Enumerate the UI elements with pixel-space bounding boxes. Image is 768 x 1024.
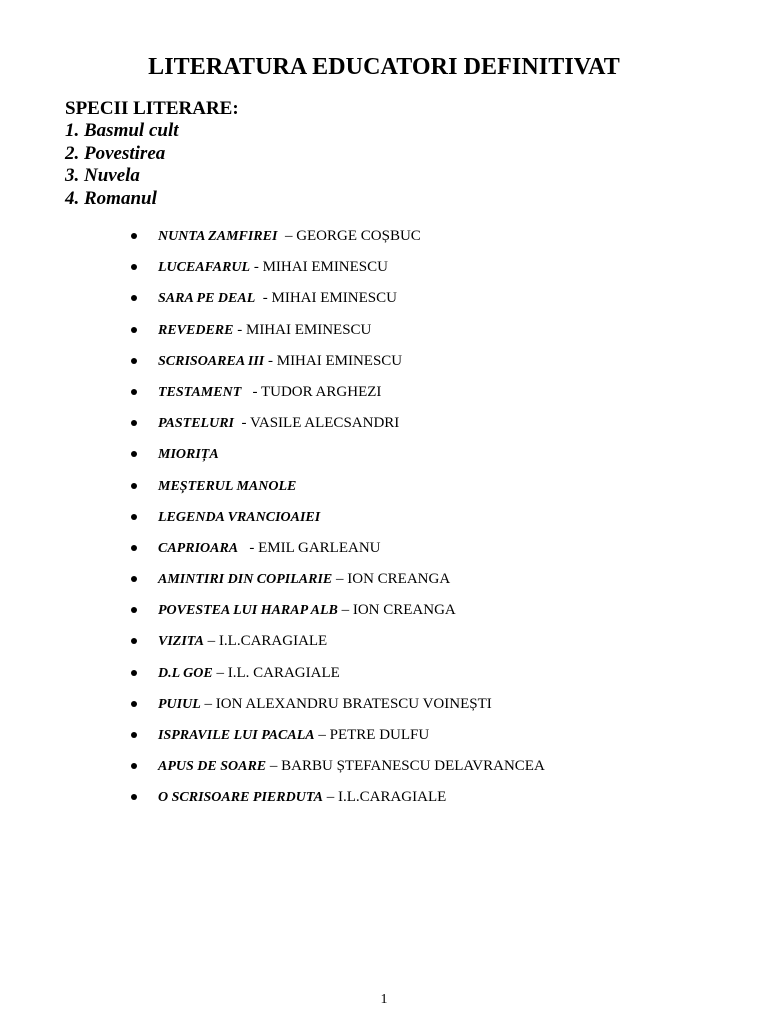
bullet-icon — [131, 576, 137, 582]
specii-heading: SPECII LITERARE: — [65, 98, 239, 119]
work-title: POVESTEA LUI HARAP ALB — [158, 603, 338, 619]
bullet-icon — [131, 483, 137, 489]
work-entry — [158, 318, 371, 343]
work-title: ISPRAVILE LUI PACALA — [158, 728, 315, 743]
work-entry — [158, 474, 296, 499]
work-title: PASTELURI — [158, 416, 234, 432]
work-entry — [158, 661, 340, 686]
work-title: LUCEAFARUL — [158, 260, 251, 276]
work-entry — [158, 629, 327, 654]
bullet-icon — [131, 420, 137, 426]
bullet-icon — [131, 295, 137, 301]
work-author: – BARBU ȘTEFANESCU DELAVRANCEA — [266, 758, 545, 775]
specii-item-povestire: 2. Povestirea — [65, 142, 166, 164]
work-entry — [158, 255, 388, 280]
page-number: 1 — [380, 992, 388, 1007]
bullet-icon — [131, 670, 137, 676]
work-title: REVEDERE — [158, 322, 234, 338]
document-title: LITERATURA EDUCATORI DEFINITIVAT — [148, 54, 620, 80]
work-title: O SCRISOARE PIERDUTA — [158, 790, 323, 806]
work-entry — [158, 224, 421, 249]
work-entry — [158, 754, 545, 779]
work-title: VIZITA — [158, 634, 204, 650]
specii-section — [65, 97, 239, 210]
work-entry — [158, 785, 446, 810]
work-author: – I.L.CARAGIALE — [322, 789, 447, 806]
work-entry — [158, 442, 219, 467]
bullet-icon — [131, 358, 137, 364]
bullet-icon — [131, 701, 137, 707]
bullet-icon — [131, 545, 137, 551]
work-title: SCRISOAREA III — [158, 353, 265, 369]
work-author: – I.L.CARAGIALE — [203, 633, 328, 650]
work-entry — [158, 567, 450, 592]
work-title: APUS DE SOARE — [158, 759, 267, 775]
work-entry — [158, 723, 429, 748]
work-title: D.L GOE — [158, 665, 213, 681]
work-title: PUIUL — [158, 696, 201, 712]
work-entry — [158, 380, 381, 405]
work-author: - MIHAI EMINESCU — [264, 352, 403, 369]
bullet-icon — [131, 233, 137, 239]
work-title: AMINTIRI DIN COPILARIE — [158, 572, 333, 588]
work-title: LEGENDA VRANCIOAIEI — [158, 509, 321, 525]
bullet-icon — [131, 638, 137, 644]
work-author: - MIHAI EMINESCU — [250, 259, 388, 276]
bullet-icon — [131, 763, 137, 769]
bullet-icon — [131, 607, 137, 613]
bullet-icon — [131, 327, 137, 333]
work-author: – PETRE DULFU — [314, 727, 430, 743]
work-title: MEȘTERUL MANOLE — [158, 478, 297, 494]
work-title: NUNTA ZAMFIREI — [158, 229, 278, 244]
work-author: – I.L. CARAGIALE — [212, 664, 340, 681]
work-author: - EMIL GARLEANU — [238, 539, 381, 556]
work-entry — [158, 505, 320, 530]
specii-item-nuvela: 3. Nuvela — [65, 165, 140, 186]
bullet-icon — [131, 732, 137, 738]
work-title: SARA PE DEAL — [158, 291, 256, 307]
work-author: – ION ALEXANDRU BRATESCU VOINEȘTI — [200, 695, 492, 712]
work-title: TESTAMENT — [158, 384, 242, 400]
work-author: - MIHAI EMINESCU — [233, 321, 372, 338]
work-entry — [158, 536, 380, 561]
work-entry — [158, 598, 456, 623]
work-author: - MIHAI EMINESCU — [255, 290, 397, 307]
work-entry — [158, 692, 492, 717]
work-title: MIORIȚA — [158, 447, 219, 463]
work-title: CAPRIOARA — [158, 540, 239, 556]
work-author: – ION CREANGA — [337, 602, 456, 619]
work-author: - VASILE ALECSANDRI — [233, 415, 400, 432]
work-author: - TUDOR ARGHEZI — [241, 383, 382, 400]
bullet-icon — [131, 514, 137, 520]
specii-item-roman: 4. Romanul — [65, 187, 157, 209]
bullet-icon — [131, 794, 137, 800]
bullet-icon — [131, 264, 137, 270]
specii-item-basm: 1. Basmul cult — [65, 120, 179, 141]
work-author: – GEORGE COȘBUC — [277, 228, 421, 244]
work-entry — [158, 349, 402, 374]
bullet-icon — [131, 451, 137, 457]
work-entry — [158, 411, 399, 436]
bullet-icon — [131, 389, 137, 395]
work-entry — [158, 286, 397, 311]
work-author: – ION CREANGA — [332, 571, 451, 588]
